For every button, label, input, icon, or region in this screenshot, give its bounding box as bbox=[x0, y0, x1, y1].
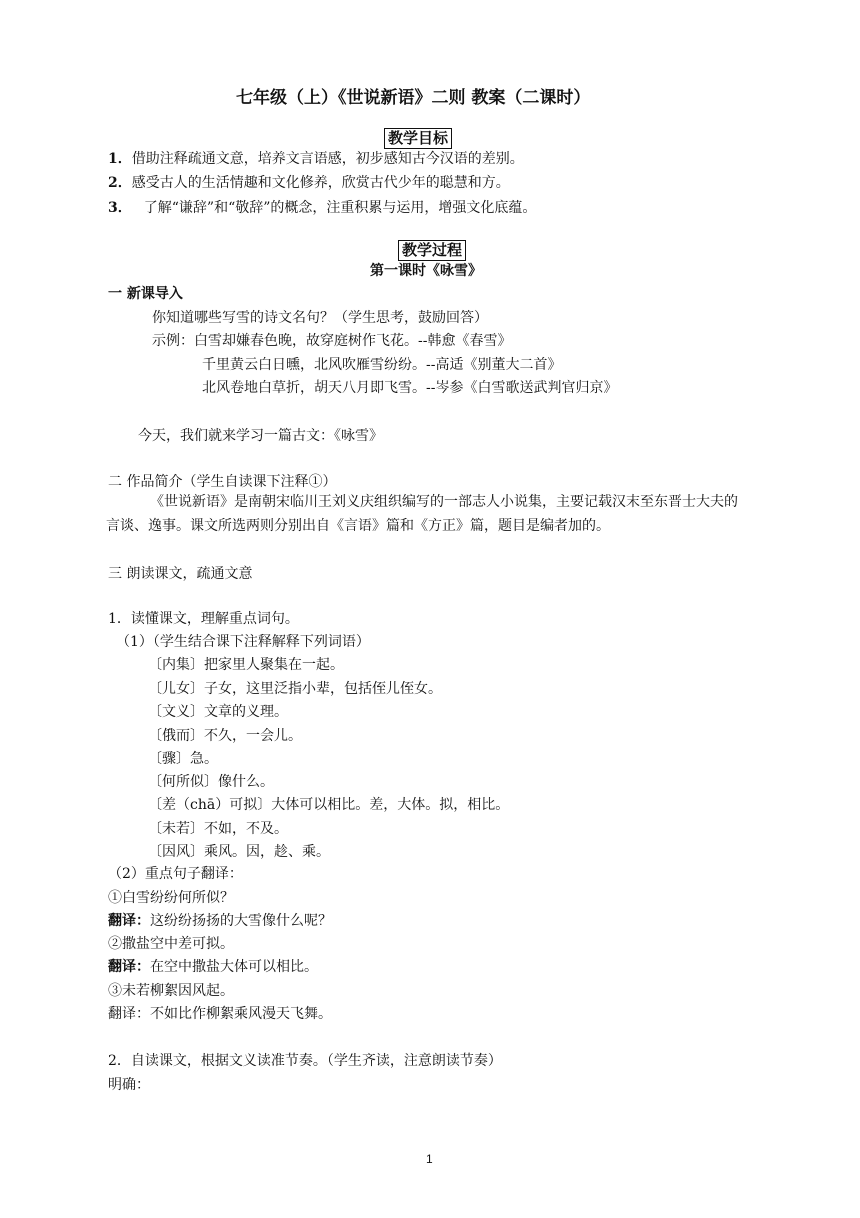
translation-label: 翻译： bbox=[108, 1006, 150, 1022]
example-label: 示例： bbox=[152, 333, 194, 349]
goal-number: 2． bbox=[108, 175, 132, 191]
today-intro: 今天，我们就来学习一篇古文：《咏雪》 bbox=[138, 428, 383, 444]
sentence-original: ②撒盐空中差可拟。 bbox=[108, 936, 234, 952]
page-number: 1 bbox=[426, 1152, 433, 1166]
clarify-label: 明确： bbox=[108, 1077, 150, 1093]
vocab-item: 〔俄而〕不久，一会儿。 bbox=[148, 728, 302, 744]
sentence-subheading: （2）重点句子翻译： bbox=[108, 866, 243, 882]
item2-heading: 2．自读课文，根据文义读准节奏。（学生齐读，注意朗读节奏） bbox=[108, 1053, 502, 1069]
goal-item bbox=[108, 150, 524, 168]
section3-heading: 三 朗读课文，疏通文意 bbox=[108, 566, 253, 582]
translation-label: 翻译： bbox=[108, 913, 150, 929]
vocab-item: 〔儿女〕子女，这里泛指小辈，包括侄儿侄女。 bbox=[148, 681, 442, 697]
section2-heading: 二 作品简介（学生自读课下注释①） bbox=[108, 474, 337, 490]
translation-label: 翻译： bbox=[108, 959, 150, 975]
goal-text: 借助注释疏通文意，培养文言语感，初步感知古今汉语的差别。 bbox=[131, 151, 524, 167]
goals-heading-label: 教学目标 bbox=[384, 128, 452, 149]
sentence-original: ③未若柳絮因风起。 bbox=[108, 983, 234, 999]
poem-example: 北风卷地白草折，胡天八月即飞雪。--岑参《白雪歌送武判官归京》 bbox=[202, 380, 618, 396]
work-intro-paragraph: 《世说新语》是南朝宋临川王刘义庆组织编写的一部志人小说集，主要记载汉末至东晋士大夫的言谈、逸事。课文所选两则分别出自《言语》篇和《方正》篇，题目是编者加的。 bbox=[106, 494, 738, 534]
vocab-item: 〔内集〕把家里人聚集在一起。 bbox=[148, 657, 344, 673]
goals-heading bbox=[384, 128, 452, 149]
sentence-translation bbox=[108, 1005, 332, 1023]
translation-text: 在空中撒盐大体可以相比。 bbox=[150, 959, 318, 975]
example-line bbox=[152, 332, 511, 350]
goal-item bbox=[108, 174, 510, 192]
translation-text: 这纷纷扬扬的大雪像什么呢？ bbox=[150, 913, 332, 929]
vocab-item: 〔文义〕文章的义理。 bbox=[148, 704, 288, 720]
sentence-original: ①白雪纷纷何所似？ bbox=[108, 890, 234, 906]
sentence-translation bbox=[108, 958, 318, 976]
goal-text: 了解“谦辞”和“敬辞”的概念，注重积累与运用，增强文化底蕴。 bbox=[143, 200, 537, 216]
lesson1-title: 第一课时《咏雪》 bbox=[370, 263, 482, 279]
poem-example: 千里黄云白日曛，北风吹雁雪纷纷。--高适《别董大二首》 bbox=[202, 357, 562, 373]
document-title: 七年级（上）《世说新语》二则 教案（二课时） bbox=[236, 88, 591, 108]
goal-text: 感受古人的生活情趣和文化修养，欣赏古代少年的聪慧和方。 bbox=[131, 175, 510, 191]
item1-heading: 1．读懂课文，理解重点词句。 bbox=[108, 611, 299, 627]
vocab-item: 〔差（chā）可拟〕大体可以相比。差，大体。拟，相比。 bbox=[148, 797, 510, 813]
vocab-item: 〔因风〕乘风。因，趁、乘。 bbox=[148, 844, 330, 860]
process-heading bbox=[398, 240, 466, 261]
goal-number: 3． bbox=[108, 200, 132, 216]
goal-number: 1． bbox=[108, 151, 132, 167]
intro-question: 你知道哪些写雪的诗文名句？（学生思考，鼓励回答） bbox=[152, 310, 488, 326]
poem-example: 白雪却嫌春色晚，故穿庭树作飞花。--韩愈《春雪》 bbox=[194, 333, 512, 349]
translation-text: 不如比作柳絮乘风漫天飞舞。 bbox=[150, 1006, 332, 1022]
vocab-item: 〔未若〕不如，不及。 bbox=[148, 821, 288, 837]
process-heading-label: 教学过程 bbox=[398, 240, 466, 261]
vocab-subheading: （1）（学生结合课下注释解释下列词语） bbox=[116, 634, 370, 650]
vocab-item: 〔何所似〕像什么。 bbox=[148, 774, 274, 790]
vocab-item: 〔骤〕急。 bbox=[148, 751, 218, 767]
sentence-translation bbox=[108, 912, 332, 930]
section1-heading: 一 新课导入 bbox=[108, 286, 183, 302]
goal-item bbox=[108, 199, 536, 217]
